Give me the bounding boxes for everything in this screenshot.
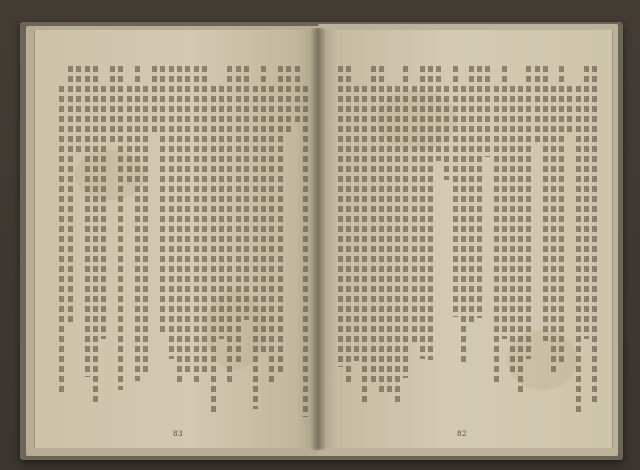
text-column (110, 66, 115, 143)
text-column (420, 66, 425, 359)
text-column (85, 66, 90, 377)
text-column (59, 86, 64, 393)
text-column (303, 86, 308, 417)
text-column (461, 86, 466, 363)
text-column (502, 66, 507, 339)
text-column (68, 66, 73, 325)
text-column (592, 66, 597, 402)
text-column (152, 66, 157, 136)
text-column (436, 66, 441, 161)
text-column (387, 86, 392, 396)
text-column (194, 66, 199, 385)
text-column (244, 66, 249, 320)
text-column (535, 66, 540, 145)
text-column (338, 66, 343, 367)
right-page (317, 30, 613, 448)
text-column (477, 66, 482, 318)
text-column (135, 66, 140, 381)
right-page-number: 82 (457, 430, 467, 438)
text-column (76, 66, 81, 153)
text-column (354, 86, 359, 361)
text-column (362, 86, 367, 404)
text-column (444, 86, 449, 180)
text-column (227, 66, 232, 382)
text-column (379, 66, 384, 394)
text-column (576, 86, 581, 412)
text-column (428, 66, 433, 360)
text-column (371, 66, 376, 384)
text-column (127, 86, 132, 183)
left-page (34, 30, 318, 448)
text-column (253, 86, 258, 409)
text-column (211, 86, 216, 414)
text-column (412, 86, 417, 342)
text-column (236, 66, 241, 365)
text-column (543, 66, 548, 341)
text-column (202, 66, 207, 373)
text-column (278, 66, 283, 372)
text-column (453, 66, 458, 317)
text-column (118, 66, 123, 390)
book-gutter (310, 28, 326, 450)
left-page-number: 83 (173, 430, 183, 438)
text-column (143, 86, 148, 373)
text-column (395, 86, 400, 403)
text-column (219, 86, 224, 339)
text-column (526, 66, 531, 359)
text-column (559, 66, 564, 362)
text-column (469, 66, 474, 326)
text-column (93, 66, 98, 403)
text-column (169, 66, 174, 359)
text-column (261, 66, 266, 356)
text-column (551, 86, 556, 374)
text-column (160, 66, 165, 334)
text-column (494, 86, 499, 383)
text-column (567, 86, 572, 136)
text-column (518, 86, 523, 395)
text-column (346, 66, 351, 383)
text-column (269, 86, 274, 383)
text-column (485, 66, 490, 157)
text-column (286, 66, 291, 132)
text-column (403, 66, 408, 378)
text-column (295, 66, 300, 124)
text-column (584, 66, 589, 339)
text-column (101, 86, 106, 339)
text-column (185, 66, 190, 376)
text-column (510, 86, 515, 376)
text-column (177, 66, 182, 385)
